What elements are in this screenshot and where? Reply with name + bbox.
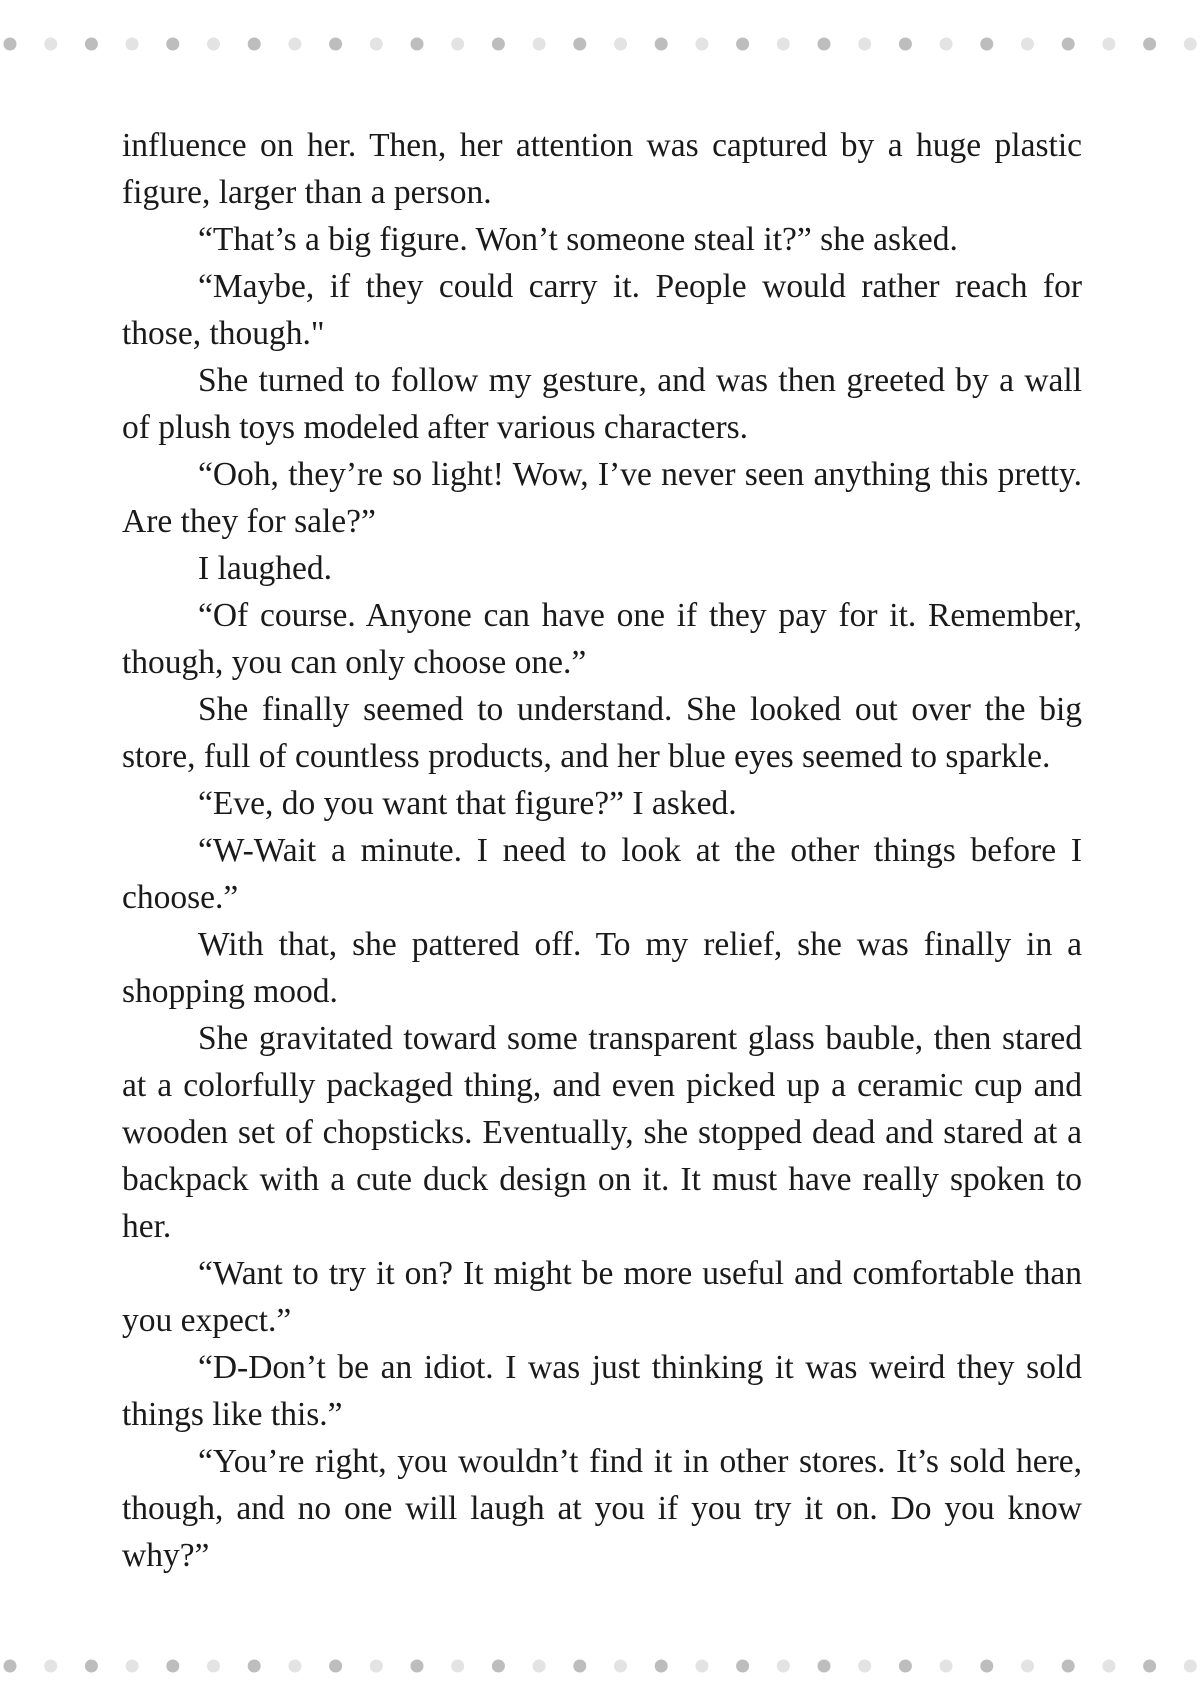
border-dot: [1184, 38, 1197, 51]
border-dot: [207, 1660, 220, 1673]
paragraph: I laughed.: [198, 550, 332, 587]
border-dot: [1102, 38, 1115, 51]
border-dot: [44, 38, 57, 51]
border-dot: [777, 38, 790, 51]
paragraph: “D-Don’t be an idiot. I was just thinking it was weird they sold things like this.”: [122, 1349, 1082, 1433]
border-dot: [777, 1660, 790, 1673]
paragraph: influence on her. Then, her attention was captured by a huge plastic figure, larger than a person.: [122, 127, 1082, 211]
border-dot: [411, 1660, 424, 1673]
border-dot: [166, 1660, 179, 1673]
border-dot: [1102, 1660, 1115, 1673]
bottom-dot-border: [0, 1656, 1200, 1676]
border-dot: [370, 1660, 383, 1673]
border-dot: [4, 1660, 17, 1673]
paragraph: “Want to try it on? It might be more useful and comfortable than you expect.”: [122, 1255, 1082, 1339]
border-dot: [940, 1660, 953, 1673]
border-dot: [736, 1660, 749, 1673]
border-dot: [736, 38, 749, 51]
paragraph: “Eve, do you want that figure?” I asked.: [198, 785, 737, 822]
paragraph: “You’re right, you wouldn’t find it in other stores. It’s sold here, though, and no one will laugh at you if you try it on. Do you know why?”: [122, 1443, 1082, 1574]
border-dot: [492, 1660, 505, 1673]
border-dot: [614, 38, 627, 51]
paragraph: “Ooh, they’re so light! Wow, I’ve never seen anything this pretty. Are they for sale?”: [122, 456, 1082, 540]
paragraph: “Of course. Anyone can have one if they pay for it. Remember, though, you can only choose one.”: [122, 597, 1082, 681]
border-dot: [818, 1660, 831, 1673]
border-dot: [1021, 1660, 1034, 1673]
border-dot: [85, 38, 98, 51]
paragraph: She turned to follow my gesture, and was then greeted by a wall of plush toys modeled after various characters.: [122, 362, 1082, 446]
border-dot: [573, 1660, 586, 1673]
border-dot: [288, 38, 301, 51]
border-dot: [492, 38, 505, 51]
border-dot: [411, 38, 424, 51]
border-dot: [126, 1660, 139, 1673]
border-dot: [248, 38, 261, 51]
border-dot: [858, 1660, 871, 1673]
border-dot: [370, 38, 383, 51]
border-dot: [1184, 1660, 1197, 1673]
border-dot: [4, 38, 17, 51]
paragraph: “W-Wait a minute. I need to look at the other things before I choose.”: [122, 832, 1082, 916]
border-dot: [899, 38, 912, 51]
border-dot: [451, 1660, 464, 1673]
border-dot: [940, 38, 953, 51]
border-dot: [695, 1660, 708, 1673]
border-dot: [166, 38, 179, 51]
border-dot: [451, 38, 464, 51]
border-dot: [533, 1660, 546, 1673]
border-dot: [1062, 38, 1075, 51]
paragraph: With that, she pattered off. To my relief, she was finally in a shopping mood.: [122, 926, 1082, 1010]
bottom-dots: [0, 1656, 1200, 1676]
top-dot-border: [0, 34, 1200, 54]
paragraph: She finally seemed to understand. She looked out over the big store, full of countless products, and her blue eyes seemed to sparkle.: [122, 691, 1082, 775]
border-dot: [614, 1660, 627, 1673]
page-text: [122, 122, 1082, 1579]
border-dot: [1062, 1660, 1075, 1673]
border-dot: [655, 38, 668, 51]
border-dot: [329, 1660, 342, 1673]
border-dot: [573, 38, 586, 51]
border-dot: [980, 38, 993, 51]
border-dot: [85, 1660, 98, 1673]
border-dot: [980, 1660, 993, 1673]
border-dot: [248, 1660, 261, 1673]
border-dot: [288, 1660, 301, 1673]
paragraph: “Maybe, if they could carry it. People would rather reach for those, though.": [122, 268, 1082, 352]
border-dot: [207, 38, 220, 51]
paragraph: She gravitated toward some transparent glass bauble, then stared at a colorfully packaged thing, and even picked up a ceramic cup and wooden set of chopsticks. Eventually, she stopped dead and stared at a backpack with a cute duck design on it. It must have really spoken to her.: [122, 1020, 1082, 1245]
border-dot: [533, 38, 546, 51]
border-dot: [695, 38, 708, 51]
border-dot: [858, 38, 871, 51]
border-dot: [818, 38, 831, 51]
border-dot: [1021, 38, 1034, 51]
border-dot: [1143, 1660, 1156, 1673]
border-dot: [899, 1660, 912, 1673]
border-dot: [1143, 38, 1156, 51]
border-dot: [655, 1660, 668, 1673]
border-dot: [126, 38, 139, 51]
top-dots: [0, 34, 1200, 54]
paragraph: “That’s a big figure. Won’t someone steal it?” she asked.: [198, 221, 958, 258]
border-dot: [329, 38, 342, 51]
border-dot: [44, 1660, 57, 1673]
